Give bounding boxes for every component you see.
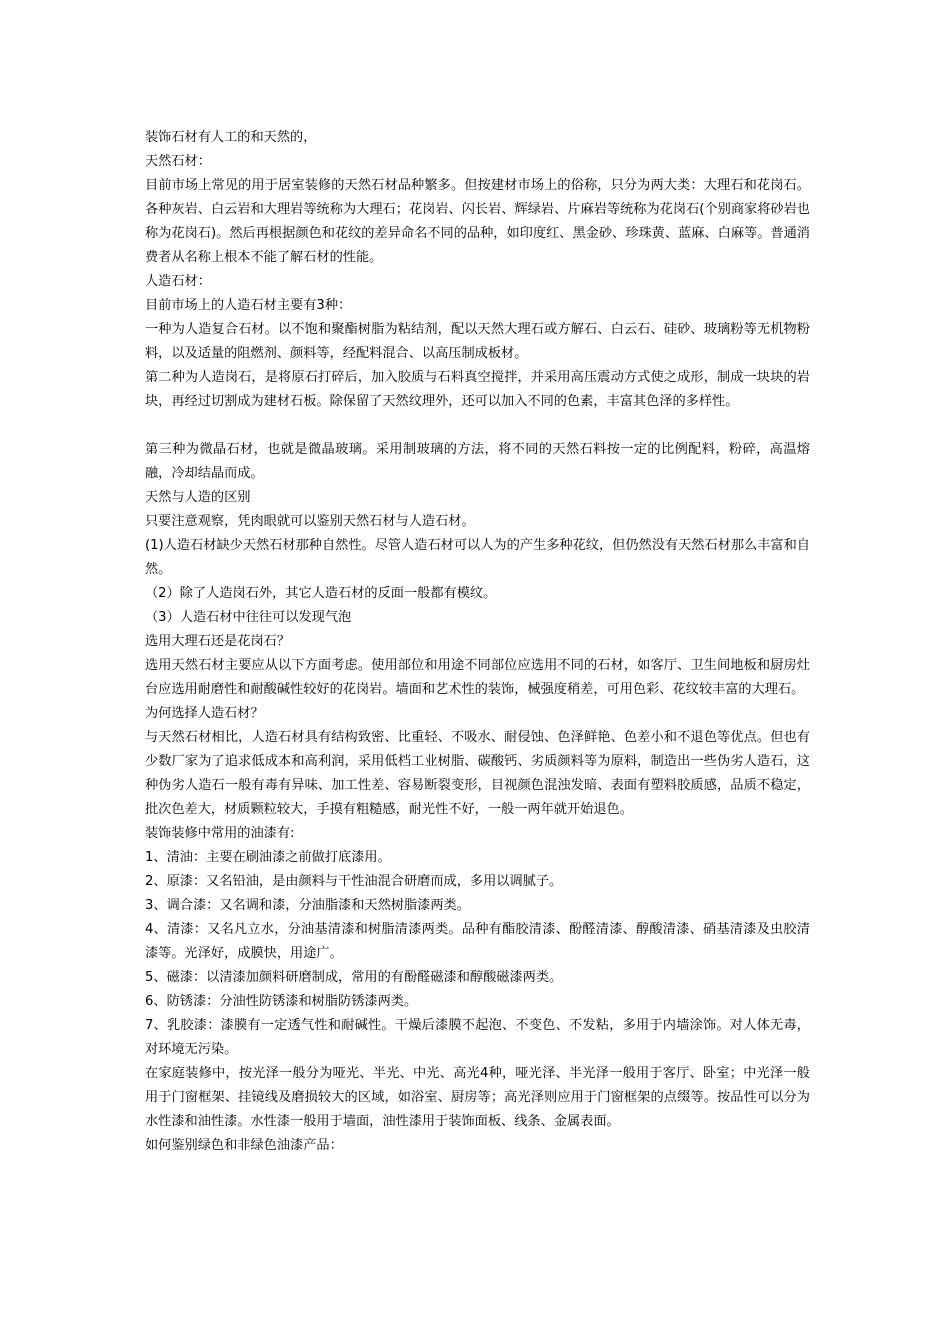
heading-why-artificial: 为何选择人造石材？ [145, 706, 264, 721]
list-item-paint-1: 1、清油：主要在刷油漆之前做打底漆用。 [145, 850, 391, 865]
list-item-paint-3: 3、调合漆：又名调和漆，分油脂漆和天然树脂漆两类。 [145, 898, 470, 913]
heading-green-paint: 如何鉴别绿色和非绿色油漆产品： [145, 1138, 343, 1153]
document-body [145, 126, 810, 1158]
paragraph-artificial-granite: 第二种为人造岗石，是将原石打碎后，加入胶质与石料真空搅拌，并采用高压震动方式使之成形，制成一块块的岩块，再经过切割成为建材石板。除保留了天然纹理外，还可以加入不同的色素，丰富其色泽的多样性。 [145, 370, 810, 409]
heading-marble-or-granite: 选用大理石还是花岗石？ [145, 634, 291, 649]
paragraph-microcrystal-stone: 第三种为微晶石材，也就是微晶玻璃。采用制玻璃的方法，将不同的天然石料按一定的比例配料，粉碎，高温熔融，冷却结晶而成。 [145, 442, 810, 481]
heading-difference: 天然与人造的区别 [145, 490, 251, 505]
list-item-difference-1: (1)人造石材缺少天然石材那种自然性。尽管人造石材可以人为的产生多种花纹，但仍然没有天然石材那么丰富和自然。 [145, 538, 810, 577]
paragraph-marble-or-granite: 选用天然石材主要应从以下方面考虑。使用部位和用途不同部位应选用不同的石材，如客厅、卫生间地板和厨房灶台应选用耐磨性和耐酸碱性较好的花岗岩。墙面和艺术性的装饰，械强度稍差，可用色彩、花纹较丰富的大理石。 [145, 658, 810, 697]
list-item-paint-6: 6、防锈漆：分油性防锈漆和树脂防锈漆两类。 [145, 994, 418, 1009]
blank-line [145, 414, 810, 438]
intro-line: 装饰石材有人工的和天然的， [145, 130, 317, 145]
paragraph-why-artificial: 与天然石材相比，人造石材具有结构致密、比重轻、不吸水、耐侵蚀、色泽鲜艳、色差小和不退色等优点。但也有少数厂家为了追求低成本和高利润，采用低档工业树脂、碳酸钙、劣质颜料等为原料，制造出一些伪劣人造石，这种伪劣人造石一般有毒有异味、加工性差、容易断裂变形，目视颜色混浊发暗、表面有塑料胶质感，品质不稳定，批次色差大，材质颗粒较大，手摸有粗糙感，耐光性不好，一般一两年就开始退色。 [145, 730, 810, 817]
paragraph-composite-stone: 一种为人造复合石材。以不饱和聚酯树脂为粘结剂，配以天然大理石或方解石、白云石、硅砂、玻璃粉等无机物粉料，以及适量的阻燃剂、颜料等，经配料混合、以高压制成板材。 [145, 322, 810, 361]
paragraph-gloss-types: 在家庭装修中，按光泽一般分为哑光、半光、中光、高光4种，哑光泽、半光泽一般用于客厅、卧室；中光泽一般用于门窗框架、挂镜线及磨损较大的区域，如浴室、厨房等；高光泽则应用于门窗框架的点缀等。按品性可以分为水性漆和油性漆。水性漆一般用于墙面，油性漆用于装饰面板、线条、金属表面。 [145, 1066, 810, 1129]
list-item-difference-2: （2）除了人造岗石外，其它人造石材的反面一般都有模纹。 [145, 586, 497, 601]
paragraph-artificial-types: 目前市场上的人造石材主要有3种： [145, 298, 352, 313]
list-item-paint-5: 5、磁漆：以清漆加颜料研磨制成，常用的有酚醛磁漆和醇酸磁漆两类。 [145, 970, 563, 985]
list-item-paint-4: 4、清漆：又名凡立水，分油基清漆和树脂清漆两类。品种有酯胶清漆、酚醛清漆、醇酸清漆、硝基清漆及虫胶清漆等。光泽好，成膜快，用途广。 [145, 922, 810, 961]
list-item-paint-7: 7、乳胶漆：漆膜有一定透气性和耐碱性。干燥后漆膜不起泡、不变色、不发粘，多用于内墙涂饰。对人体无毒，对环境无污染。 [145, 1018, 810, 1057]
heading-natural-stone: 天然石材： [145, 154, 211, 169]
paragraph-difference-intro: 只要注意观察，凭肉眼就可以鉴别天然石材与人造石材。 [145, 514, 475, 529]
list-item-paint-2: 2、原漆：又名铅油，是由颜料与干性油混合研磨而成，多用以调腻子。 [145, 874, 563, 889]
list-item-difference-3: （3）人造石材中往往可以发现气泡 [145, 610, 352, 625]
paragraph-natural-stone: 目前市场上常见的用于居室装修的天然石材品种繁多。但按建材市场上的俗称，只分为两大类：大理石和花岗石。各种灰岩、白云岩和大理岩等统称为大理石；花岗岩、闪长岩、辉绿岩、片麻岩等统称为花岗石(个别商家将砂岩也称为花岗石)。然后再根据颜色和花纹的差异命名不同的品种，如印度红、黑金砂、珍珠黄、蓝麻、白麻等。普通消费者从名称上根本不能了解石材的性能。 [145, 178, 810, 265]
heading-common-paints: 装饰装修中常用的油漆有: [145, 826, 295, 841]
heading-artificial-stone: 人造石材： [145, 274, 211, 289]
